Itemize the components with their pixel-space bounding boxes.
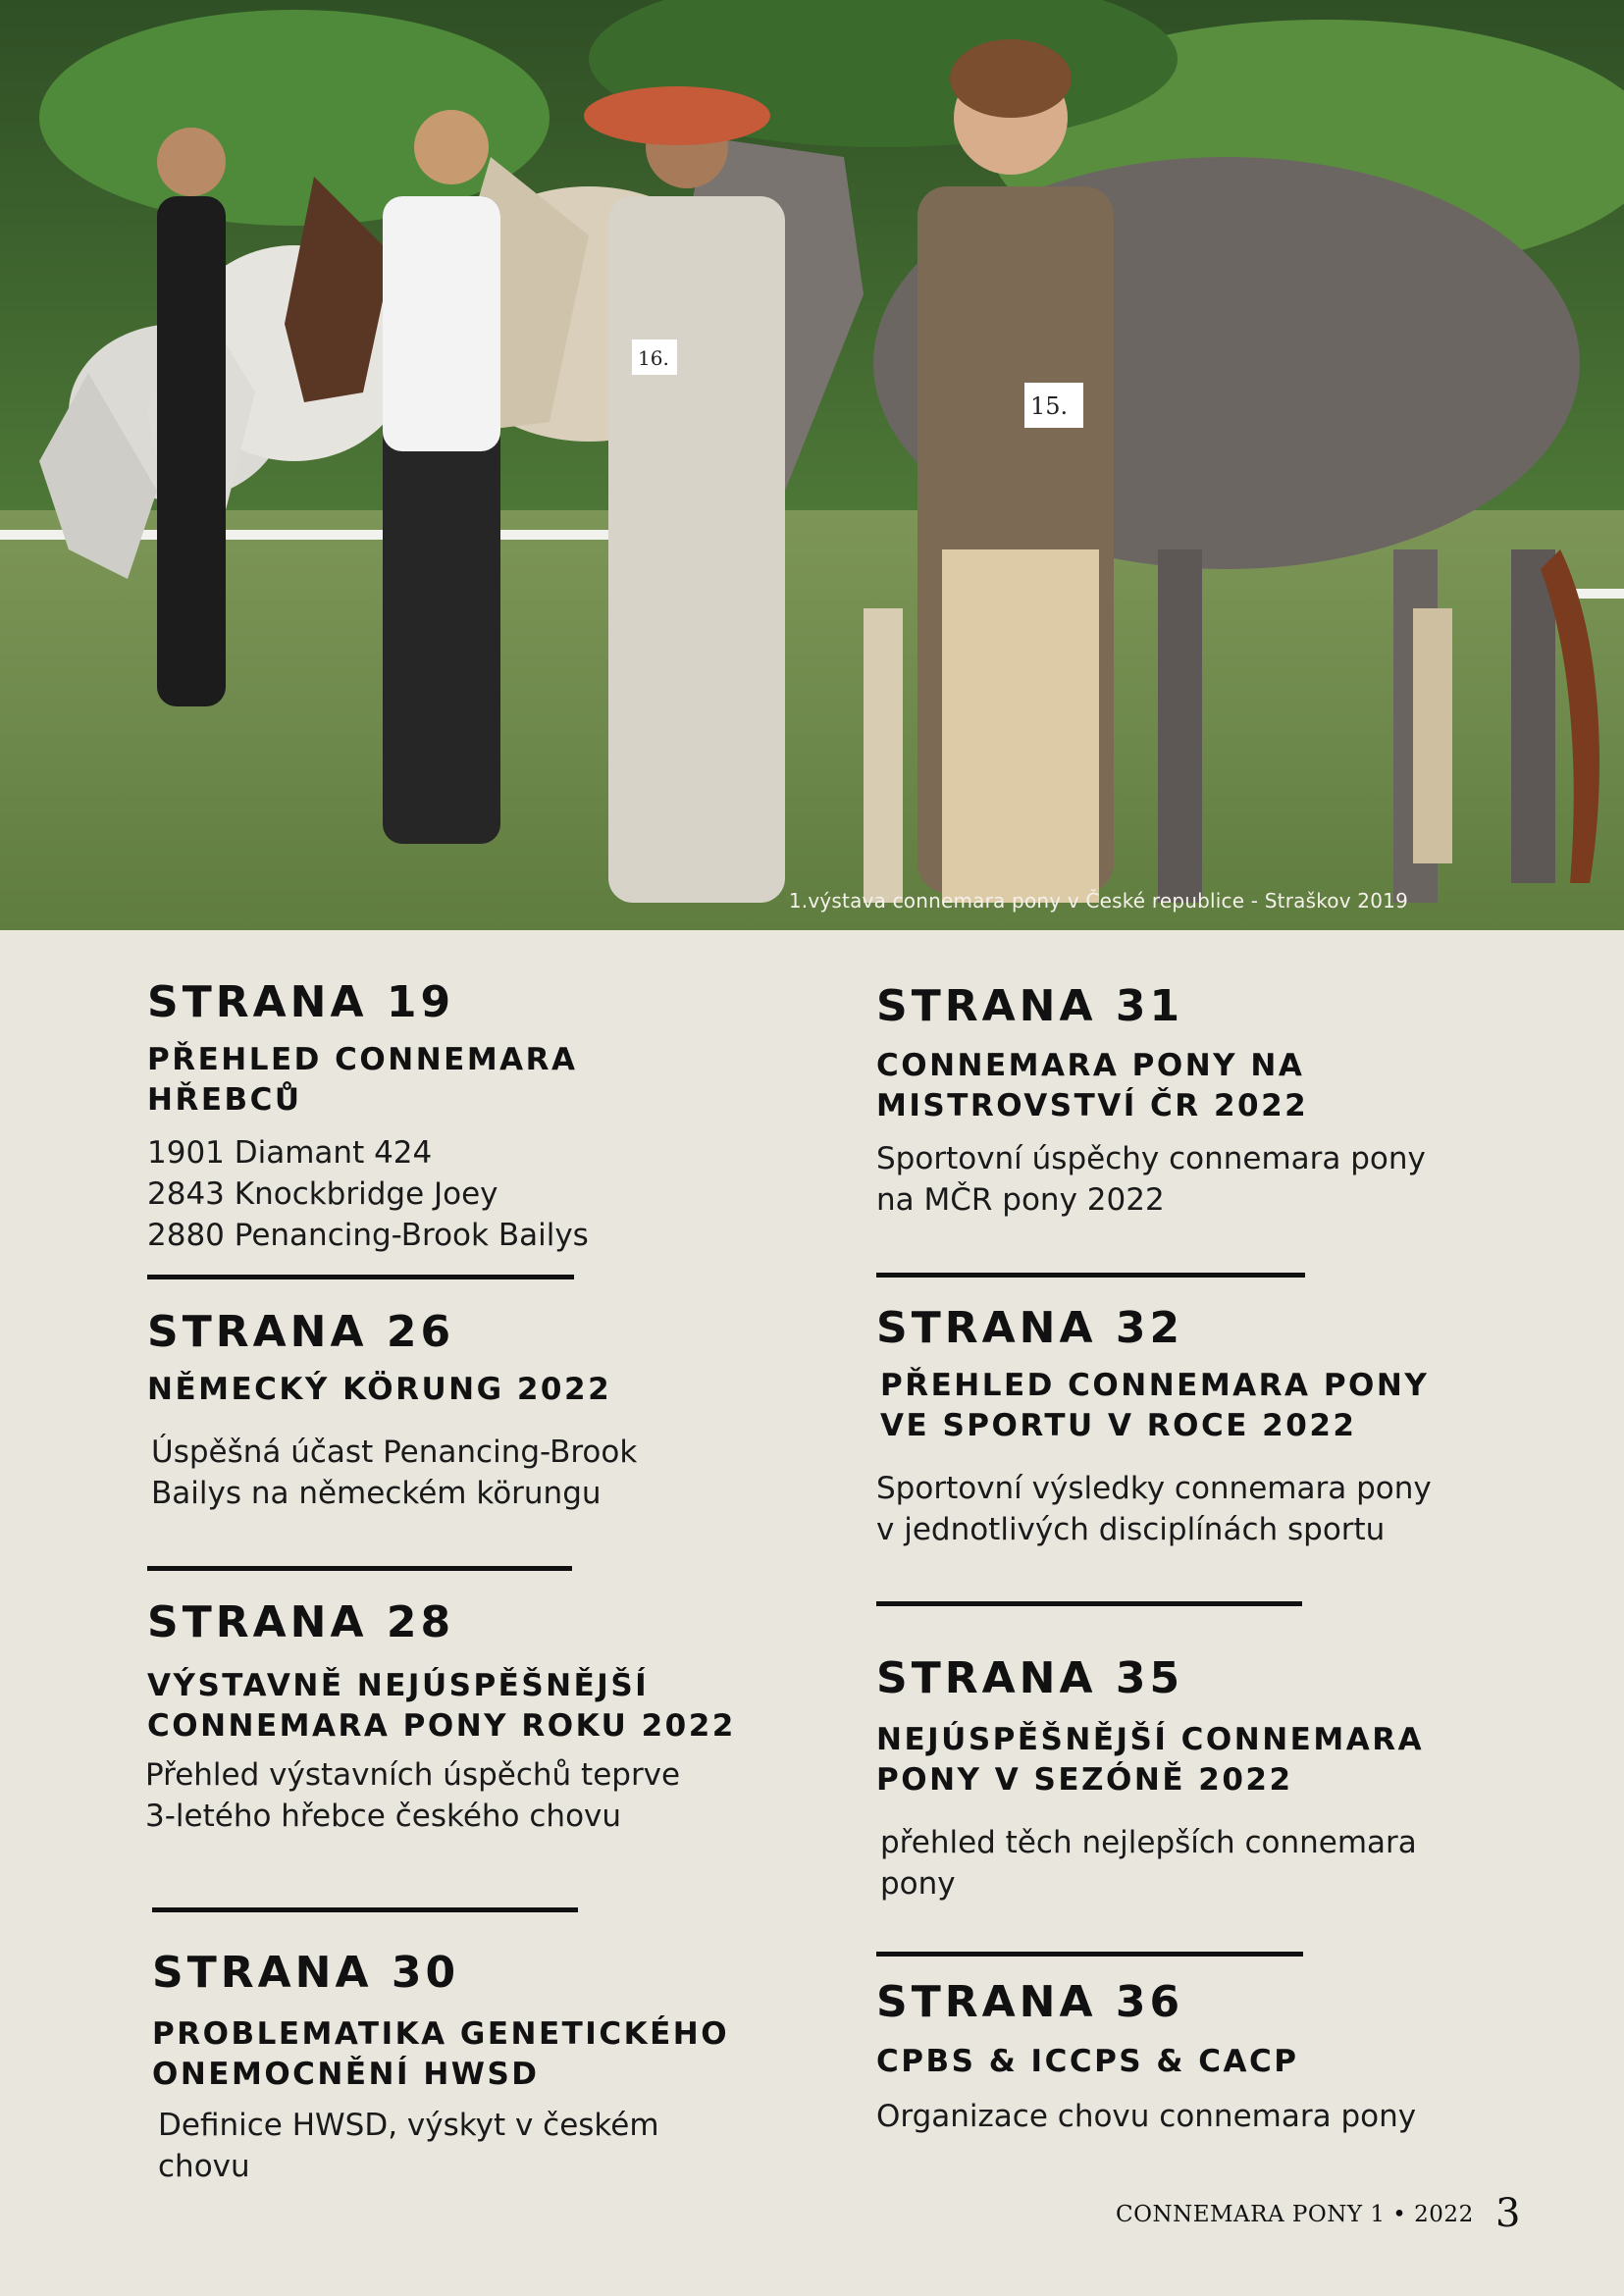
svg-text:15.: 15. — [1030, 392, 1069, 420]
section-divider — [876, 1952, 1303, 1957]
toc-entry-right-1[interactable] — [876, 981, 1465, 1221]
section-divider — [147, 1566, 572, 1571]
horses-show-photo — [0, 0, 1624, 930]
entry-description: 1901 Diamant 424 2843 Knockbridge Joey 2880 Penancing-Brook Bailys — [147, 1135, 589, 1253]
page-reference: STRANA 19 — [147, 977, 455, 1027]
entry-description: Sportovní výsledky connemara pony v jednotlivých disciplínách sportu — [876, 1471, 1432, 1547]
entry-description: Sportovní úspěchy connemara pony na MČR pony 2022 — [876, 1141, 1426, 1218]
section-divider — [876, 1273, 1305, 1278]
entry-title: NĚMECKÝ KÖRUNG 2022 — [147, 1372, 612, 1407]
section-divider — [147, 1275, 574, 1279]
entry-description: Úspěšná účast Penancing-Brook Bailys na německém körungu — [151, 1435, 638, 1511]
entry-description: Přehled výstavních úspěchů teprve 3-letého hřebce českého chovu — [145, 1757, 681, 1834]
svg-text:16.: 16. — [638, 346, 669, 370]
toc-entry-right-2[interactable] — [876, 1303, 1465, 1550]
page-reference: STRANA 35 — [876, 1653, 1184, 1703]
cover-photo — [0, 0, 1624, 930]
toc-entry-left-4[interactable] — [152, 1948, 741, 2187]
page-reference: STRANA 28 — [147, 1597, 455, 1647]
page-reference: STRANA 26 — [147, 1307, 455, 1357]
page-reference: STRANA 32 — [876, 1303, 1184, 1353]
entry-title: NEJÚSPĚŠNĚJŠÍ CONNEMARA PONY V SEZÓNĚ 2022 — [876, 1722, 1425, 1798]
entry-description: přehled těch nejlepších connemara pony — [880, 1825, 1417, 1902]
toc-entry-right-3[interactable] — [876, 1653, 1465, 1905]
entry-description: Definice HWSD, výskyt v českém chovu — [158, 2108, 659, 2184]
entry-title: PŘEHLED CONNEMARA HŘEBCŮ — [147, 1042, 578, 1118]
magazine-issue: CONNEMARA PONY 1 • 2022 — [1116, 2202, 1474, 2227]
page-reference: STRANA 36 — [876, 1977, 1184, 2027]
toc-entry-left-3[interactable] — [147, 1597, 736, 1837]
toc-entry-left-2[interactable] — [147, 1307, 736, 1514]
entry-title: VÝSTAVNĚ NEJÚSPĚŠNĚJŠÍ CONNEMARA PONY ROKU 2022 — [147, 1668, 736, 1744]
photo-caption: 1.výstava connemara pony v České republice - Straškov 2019 — [788, 889, 1408, 913]
page-reference: STRANA 31 — [876, 981, 1184, 1031]
page-reference: STRANA 30 — [152, 1948, 460, 1998]
entry-title: PŘEHLED CONNEMARA PONY VE SPORTU V ROCE 2022 — [880, 1368, 1430, 1443]
handler-black-jacket — [157, 196, 226, 706]
handler-grey-jacket — [608, 196, 785, 903]
section-divider — [876, 1601, 1302, 1606]
red-hat — [584, 86, 770, 145]
page-number: 3 — [1495, 2191, 1521, 2236]
section-divider — [152, 1907, 578, 1912]
entry-title: PROBLEMATIKA GENETICKÉHO ONEMOCNĚNÍ HWSD — [152, 2016, 730, 2092]
entry-title: CPBS & ICCPS & CACP — [876, 2044, 1299, 2079]
entry-description: Organizace chovu connemara pony — [876, 2099, 1417, 2134]
toc-entry-left-1[interactable] — [147, 977, 736, 1256]
entry-title: CONNEMARA PONY NA MISTROVSTVÍ ČR 2022 — [876, 1048, 1309, 1123]
grass-field — [0, 510, 1624, 930]
toc-entry-right-4[interactable] — [876, 1977, 1465, 2137]
